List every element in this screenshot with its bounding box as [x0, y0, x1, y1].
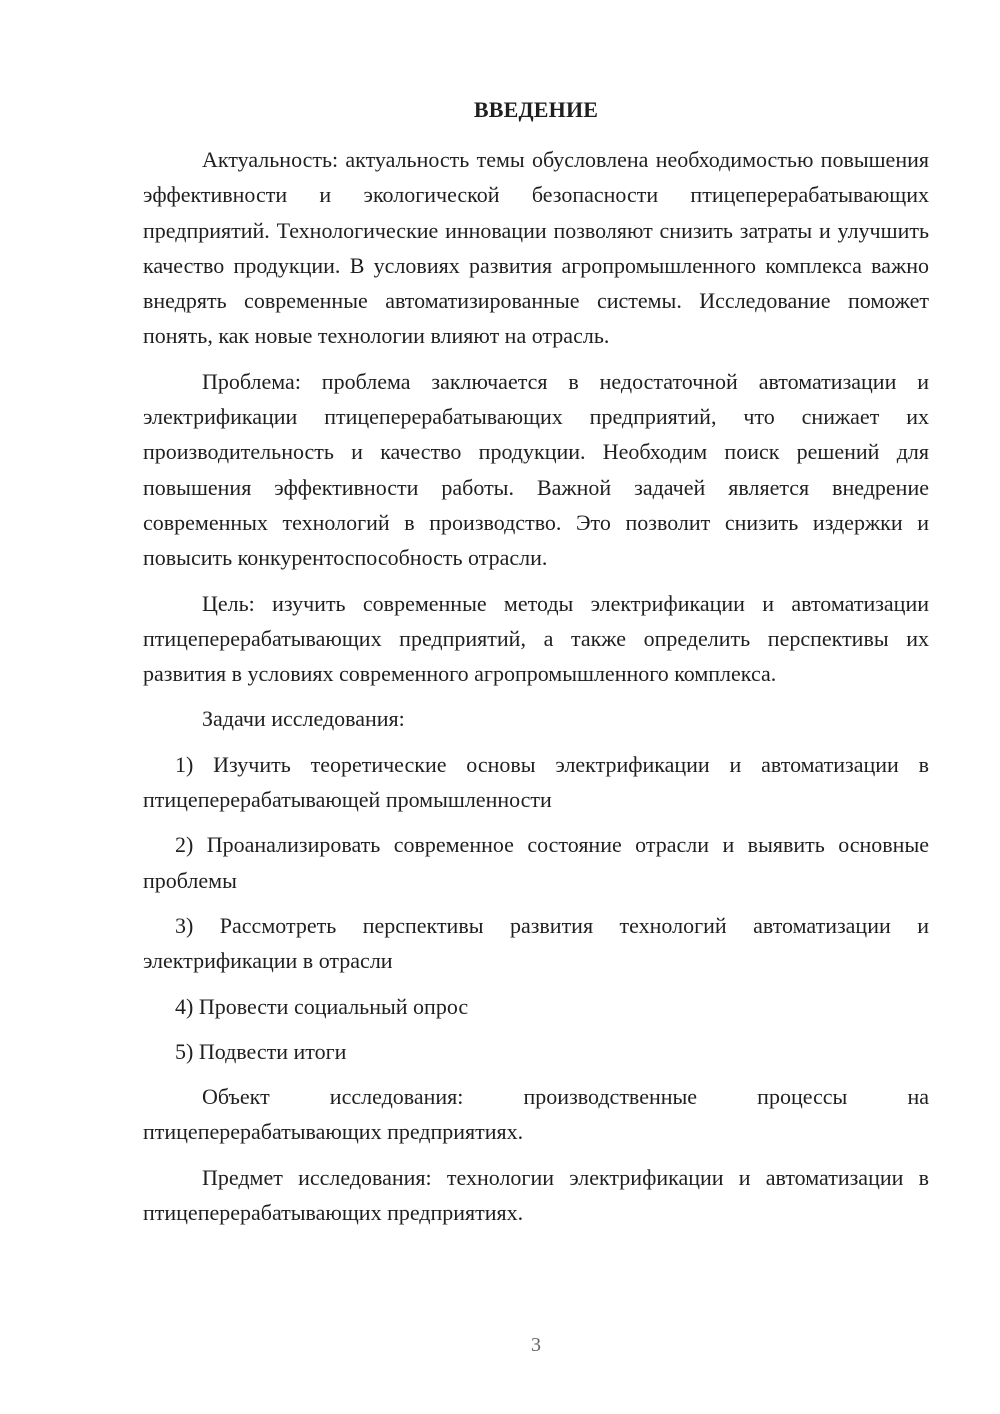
problem-paragraph: Проблема: проблема заключается в недостаточной автоматизации и электрификации птицеперерабатывающих предприятий, что снижает их производительность и качество продукции. Необходим поиск решений для повышения эффективности работы. Важной задачей является внедрение современных технологий в производство. Это позволит снизить издержки и повысить конкурентоспособность отрасли. [143, 368, 929, 571]
task-item: 4) Провести социальный опрос [175, 993, 469, 1019]
tasks-heading: Задачи исследования: [202, 706, 405, 732]
goal-paragraph: Цель: изучить современные методы электрификации и автоматизации птицеперерабатывающих предприятий, а также определить перспективы их развития в условиях современного агропромышленного комплекса. [143, 590, 929, 687]
task-item: 1) Изучить теоретические основы электрификации и автоматизации в птицеперерабатывающей промышленности [143, 751, 929, 813]
task-item: 5) Подвести итоги [175, 1038, 347, 1064]
document-body [143, 142, 929, 1240]
task-item: 3) Рассмотреть перспективы развития технологий автоматизации и электрификации в отрасли [143, 912, 929, 974]
section-heading: ВВЕДЕНИЕ [473, 97, 599, 122]
page-number: 3 [531, 1334, 541, 1356]
object-paragraph: Объект исследования: производственные процессы на птицеперерабатывающих предприятиях. [143, 1084, 929, 1145]
task-item: 2) Проанализировать современное состояние отрасли и выявить основные проблемы [143, 832, 929, 893]
subject-paragraph: Предмет исследования: технологии электрификации и автоматизации в птицеперерабатывающих предприятиях. [143, 1164, 929, 1226]
relevance-paragraph: Актуальность: актуальность темы обусловлена необходимостью повышения эффективности и экологической безопасности птицеперерабатывающих предприятий. Технологические инновации позволяют снизить затраты и улучшить качество продукции. В условиях развития агропромышленного комплекса важно внедрять современные автоматизированные системы. Исследование поможет понять, как новые технологии влияют на отрасль. [143, 147, 929, 349]
